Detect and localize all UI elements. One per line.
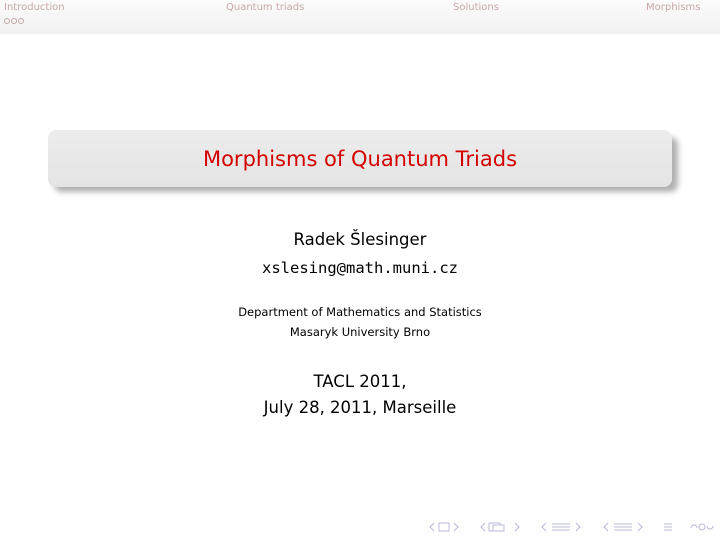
slide-title: Morphisms of Quantum Triads [202,146,518,171]
presentation-nav[interactable] [602,522,646,532]
section-forward-icon[interactable] [576,523,580,531]
frame-forward-icon[interactable] [454,523,458,531]
subsection-back-icon[interactable] [481,523,485,531]
frame-icon [439,523,449,531]
section-back-icon[interactable] [542,523,546,531]
subsection-forward-icon[interactable] [515,523,519,531]
institution-university: Masaryk University Brno [289,325,431,339]
nav-section-solutions[interactable]: Solutions [453,2,499,13]
presentation-back-icon[interactable] [604,523,608,531]
section-icon [552,524,570,530]
nav-section-introduction[interactable]: Introduction [4,2,65,13]
frame-nav[interactable] [428,522,462,532]
author-name: Radek Šlesinger [293,230,427,249]
section-nav[interactable] [540,522,584,532]
section-navigation-bar [0,0,720,34]
frame-dots [4,18,24,24]
nav-section-morphisms[interactable]: Morphisms [646,2,701,13]
institution-department: Department of Mathematics and Statistics [238,305,482,319]
subsection-icon [489,523,504,531]
frame-back-icon[interactable] [430,523,434,531]
presentation-icon [614,524,632,530]
event-date: July 28, 2011, Marseille [263,398,457,417]
beamer-navigation-controls [428,520,714,534]
frame-dot-icon[interactable] [11,18,17,24]
presentation-forward-icon[interactable] [638,523,642,531]
nav-section-quantum-triads[interactable]: Quantum triads [226,2,305,13]
search-icon[interactable] [690,522,714,532]
frame-dot-icon[interactable] [4,18,10,24]
title-box [48,130,672,187]
author-email: xslesing@math.muni.cz [262,259,458,277]
event-name: TACL 2011, [313,372,407,391]
equivalence-icon[interactable] [663,522,673,532]
subsection-nav[interactable] [479,522,523,532]
frame-dot-icon[interactable] [18,18,24,24]
